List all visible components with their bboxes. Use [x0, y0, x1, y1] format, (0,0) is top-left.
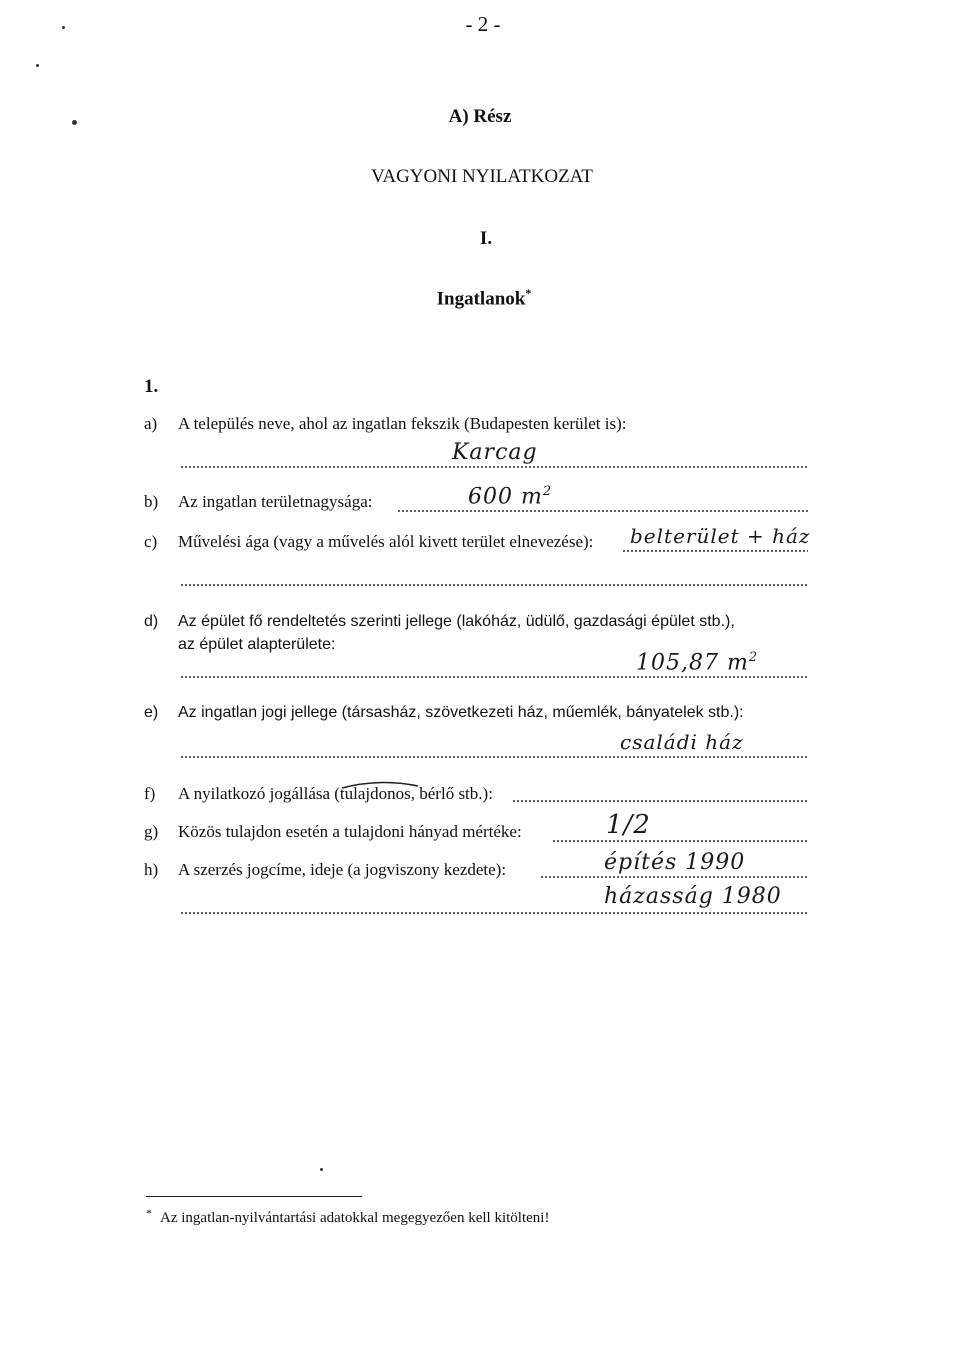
field-g-line: [552, 840, 808, 842]
field-c-label: Művelési ága (vagy a művelés alól kivett terület elnevezése):: [178, 532, 594, 551]
scan-speck: [36, 64, 39, 67]
scan-speck: [320, 1168, 323, 1171]
item-number: 1.: [144, 376, 159, 397]
field-h-line: [540, 876, 808, 878]
footnote-text: Az ingatlan-nyilvántartási adatokkal megegyezően kell kitölteni!: [160, 1210, 550, 1226]
field-h-value-2: házasság 1980: [604, 884, 782, 909]
field-h-line-2: [180, 912, 808, 914]
part-title: A) Rész: [448, 106, 512, 127]
field-e-line: [180, 756, 808, 758]
section-number: I.: [479, 228, 493, 249]
field-c-value: belterület + ház: [630, 524, 811, 548]
field-d-value: 105,87 $m^2$: [636, 650, 759, 676]
field-g-value: 1/2: [606, 810, 651, 840]
field-d-line: [180, 676, 808, 678]
document-title: VAGYONI NYILATKOZAT: [371, 166, 593, 187]
handwritten-mark-icon: [340, 780, 420, 790]
field-b-letter: b): [144, 492, 159, 511]
field-f-line: [512, 800, 808, 802]
field-c-line: [622, 550, 808, 552]
field-b-label: Az ingatlan területnagysága:: [178, 492, 373, 511]
footnote-rule: [146, 1196, 362, 1197]
field-g-letter: g): [144, 822, 159, 841]
field-f-label: A nyilatkozó jogállása (tulajdonos, bérlő stb.):: [178, 784, 493, 803]
field-a-value: Karcag: [452, 440, 538, 465]
field-d-letter: d): [144, 613, 159, 630]
field-a-letter: a): [144, 414, 158, 433]
field-d-label: Az épület fő rendeltetés szerinti jellege (lakóház, üdülő, gazdasági épület stb.),: [178, 613, 735, 630]
field-b-line: [397, 510, 808, 512]
field-e-letter: e): [144, 704, 159, 721]
field-a-label: A település neve, ahol az ingatlan fekszik (Budapesten kerület is):: [178, 414, 627, 433]
field-a-line: [180, 466, 808, 468]
field-f-letter: f): [144, 784, 156, 803]
field-h-label: A szerzés jogcíme, ideje (a jogviszony kezdete):: [178, 860, 507, 879]
section-title: Ingatlanok*: [436, 286, 532, 310]
field-g-label: Közös tulajdon esetén a tulajdoni hányad mértéke:: [178, 822, 522, 841]
field-h-value: építés 1990: [604, 850, 746, 875]
field-e-label: Az ingatlan jogi jellege (társasház, szövetkezeti ház, műemlék, bányatelek stb.):: [178, 704, 744, 721]
field-e-value: családi ház: [620, 730, 744, 754]
footnote-star: *: [146, 1206, 152, 1220]
field-c-line-2: [180, 584, 808, 586]
page-number: - 2 -: [465, 12, 501, 36]
field-h-letter: h): [144, 860, 159, 879]
field-c-letter: c): [144, 532, 158, 551]
field-d-label-2: az épület alapterülete:: [178, 636, 336, 653]
field-b-value: 600 $m^2$: [468, 484, 553, 510]
